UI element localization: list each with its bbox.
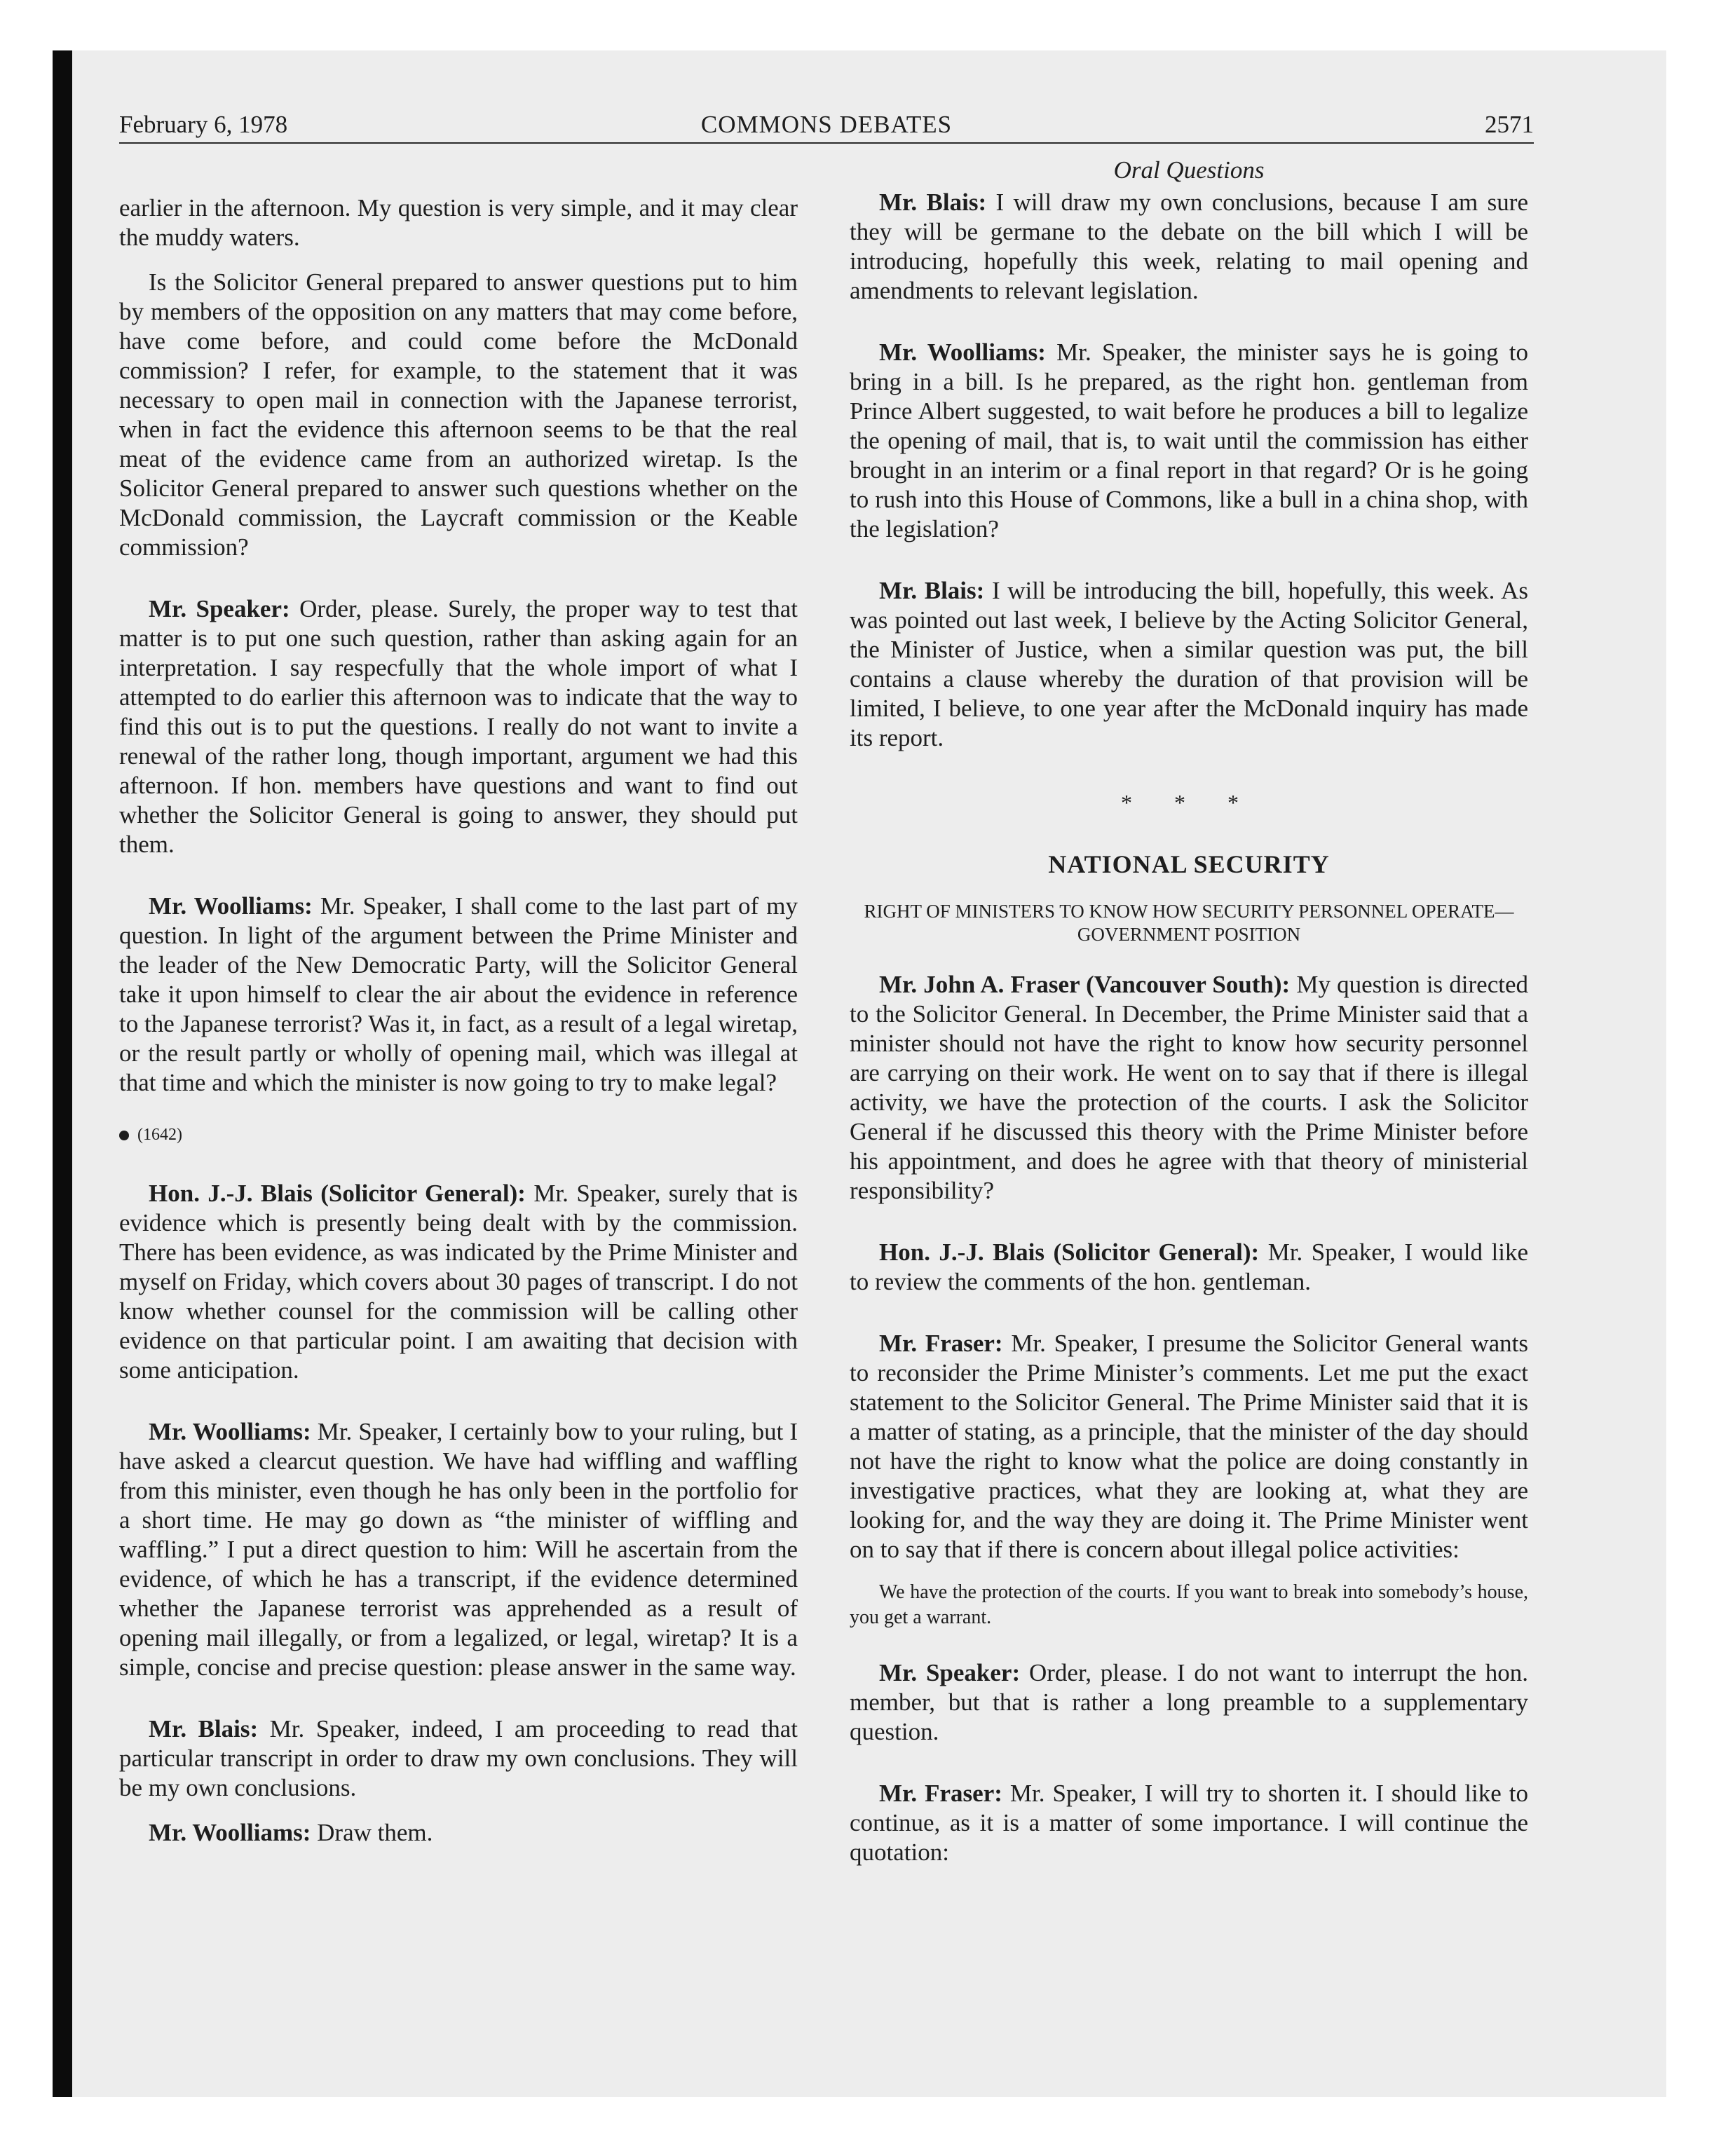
paragraph-text: Mr. Speaker, surely that is evidence which is presently being dealt with by the commission. There has been evidence, as was indicated by the Prime Minister and myself on Friday, which covers about 30 pages of transcript. I do not know whether counsel for the commission will be calling other evidence on that particular point. I am awaiting that decision with some anticipation. (119, 1180, 798, 1384)
speaker-name: Mr. Speaker: (149, 595, 290, 622)
paragraph (119, 892, 798, 1098)
speaker-name: Mr. Blais: (149, 1715, 259, 1742)
speaker-name: Mr. Woolliams: (879, 339, 1046, 366)
paragraph-text: Mr. Speaker, I will try to shorten it. I should like to continue, as it is a matter of some importance. I will continue the quotation: (850, 1780, 1528, 1866)
paragraph (119, 594, 798, 859)
paragraph (119, 1179, 798, 1385)
speaker-name: Mr. Blais: (879, 189, 987, 216)
paragraph-text: Is the Solicitor General prepared to answer questions put to him by members of the opposition on any matters that may come before, have come before, and could come before the McDonald commission? I refer, for example, to the statement that it was necessary to open mail in connection with the Japanese terrorist, when in fact the evidence this afternoon seems to be that the real meat of the evidence came from an authorized wiretap. Is the Solicitor General prepared to answer such questions whether on the McDonald commission, the Laycraft commission or the Keable commission? (119, 268, 798, 561)
section-title: NATIONAL SECURITY (1048, 850, 1330, 878)
paragraph (119, 193, 798, 252)
paragraph (850, 970, 1528, 1206)
bullet-dot-icon (119, 1131, 129, 1140)
paragraph-text: Mr. Speaker, I certainly bow to your ruling, but I have asked a clearcut question. We have had wiffling and waffling from this minister, even though he has only been in the portfolio for a short time. He may go down as “the minister of wiffling and waffling.” I put a direct question to him: Will he ascertain from the evidence, of which he has a transcript, if the evidence determined whether the Japanese terrorist was apprehended as a result of opening mail illegally, or from a legalized, or legal, wiretap? It is a simple, concise and precise question: please answer in the same way. (119, 1418, 798, 1681)
paragraph (119, 1714, 798, 1803)
paragraph-text: Mr. Speaker, the minister says he is going to bring in a bill. Is he prepared, as the right hon. gentleman from Prince Albert suggested, to wait before he produces a bill to legalize the opening of mail, that is, to wait until the commission has either brought in an interim or a final report in that regard? Or is he going to rush into this House of Commons, like a bull in a china shop, with the legislation? (850, 339, 1528, 543)
page-header (119, 107, 1534, 144)
section-separator: * * * (1121, 790, 1257, 815)
paragraph (850, 576, 1528, 753)
speaker-name: Mr. Blais: (879, 577, 985, 604)
paragraph-text: Mr. Speaker, I would like to review the comments of the hon. gentleman. (850, 1239, 1528, 1295)
block-quotation: We have the protection of the courts. If you want to break into somebody’s house, you get a warrant. (850, 1581, 1528, 1628)
running-heading: Oral Questions (1113, 156, 1265, 184)
header-page-number: 2571 (1485, 111, 1534, 138)
paragraph-text: Mr. Speaker, I presume the Solicitor General wants to reconsider the Prime Minister’s comments. Let me put the exact statement to the Solicitor General. The Prime Minister said that it is a matter of stating, as a principle, that the minister of the day should not have the right to know what the police are doing constantly in investigative practices, what they are looking at, what they are looking for, and the way they are doing it. The Prime Minister went on to say that if there is concern about illegal police activities: (850, 1330, 1529, 1563)
paragraph (850, 1238, 1528, 1297)
right-column (850, 156, 1528, 1883)
speaker-name: Mr. Woolliams: (149, 1418, 311, 1445)
section-subheading: RIGHT OF MINISTERS TO KNOW HOW SECURITY PERSONNEL OPERATE—GOVERNMENT POSITION (864, 901, 1514, 945)
scan-edge-shadow (53, 50, 72, 2097)
time-marker (119, 1120, 798, 1149)
paragraph-text: Order, please. Surely, the proper way to test that matter is to put one such question, rather than asking again for an interpretation. I say respecfully that the whole import of what I attempted to do earlier this afternoon was to indicate that the way to find this out is to put the questions. I really do not want to invite a renewal of the rather long, though important, argument we had this afternoon. If hon. members have questions and want to find out whether the Solicitor General is going to answer, they should put them. (119, 595, 798, 858)
paragraph (850, 1329, 1528, 1564)
paragraph (119, 1818, 798, 1848)
paragraph-text: Order, please. I do not want to interrupt the hon. member, but that is rather a long preamble to a supplementary question. (850, 1659, 1529, 1745)
paragraph (850, 188, 1528, 306)
speaker-name: Mr. Woolliams: (149, 892, 313, 920)
speaker-name: Mr. Fraser: (879, 1330, 1003, 1357)
paragraph-text: earlier in the afternoon. My question is very simple, and it may clear the muddy waters. (119, 194, 798, 251)
header-title: COMMONS DEBATES (700, 111, 953, 138)
paragraph (850, 338, 1528, 544)
paragraph (850, 1658, 1528, 1747)
header-date: February 6, 1978 (119, 111, 288, 138)
speaker-name: Mr. Woolliams: (149, 1819, 311, 1846)
speaker-name: Mr. Fraser: (879, 1780, 1002, 1807)
paragraph-text: Mr. Speaker, I shall come to the last part of my question. In light of the argument between the Prime Minister and the leader of the New Democratic Party, will the Solicitor General take it upon himself to clear the air about the evidence in reference to the Japanese terrorist? Was it, in fact, as a result of a legal wiretap, or the result partly or wholly of opening mail, which was illegal at that time and which the minister is now going to try to make legal? (119, 892, 798, 1096)
paragraph-text: Draw them. (317, 1819, 433, 1846)
paragraph (119, 1417, 798, 1682)
speaker-name: Mr. Speaker: (879, 1659, 1021, 1686)
left-column (119, 193, 798, 1863)
speaker-name: Hon. J.-J. Blais (Solicitor General): (149, 1180, 526, 1207)
paragraph-text: I will draw my own conclusions, because I am sure they will be germane to the debate on the bill which I will be introducing, hopefully this week, relating to mail opening and amendments to relevant legislation. (850, 189, 1528, 304)
paragraph-text: My question is directed to the Solicitor General. In December, the Prime Minister said that a minister should not have the right to know how security personnel are carrying on their work. He went on to say that if there is illegal activity, we have the protection of the courts. I ask the Solicitor General if he discussed this theory with the Prime Minister before his appointment, and does he agree with that theory of ministerial responsibility? (850, 971, 1528, 1204)
speaker-name: Mr. John A. Fraser (Vancouver South): (879, 971, 1291, 998)
paragraph-text: Mr. Speaker, indeed, I am proceeding to read that particular transcript in order to draw my own conclusions. They will be my own conclusions. (119, 1715, 798, 1801)
time-marker-text: (1642) (137, 1126, 182, 1144)
paragraph-text: I will be introducing the bill, hopefully, this week. As was pointed out last week, I believe by the Acting Solicitor General, the Minister of Justice, when a similar question was put, the bill contains a clause whereby the duration of that provision will be limited, I believe, to one year after the McDonald inquiry has made its report. (850, 577, 1528, 751)
paragraph (850, 1779, 1528, 1867)
speaker-name: Hon. J.-J. Blais (Solicitor General): (879, 1239, 1260, 1266)
paragraph (119, 268, 798, 562)
